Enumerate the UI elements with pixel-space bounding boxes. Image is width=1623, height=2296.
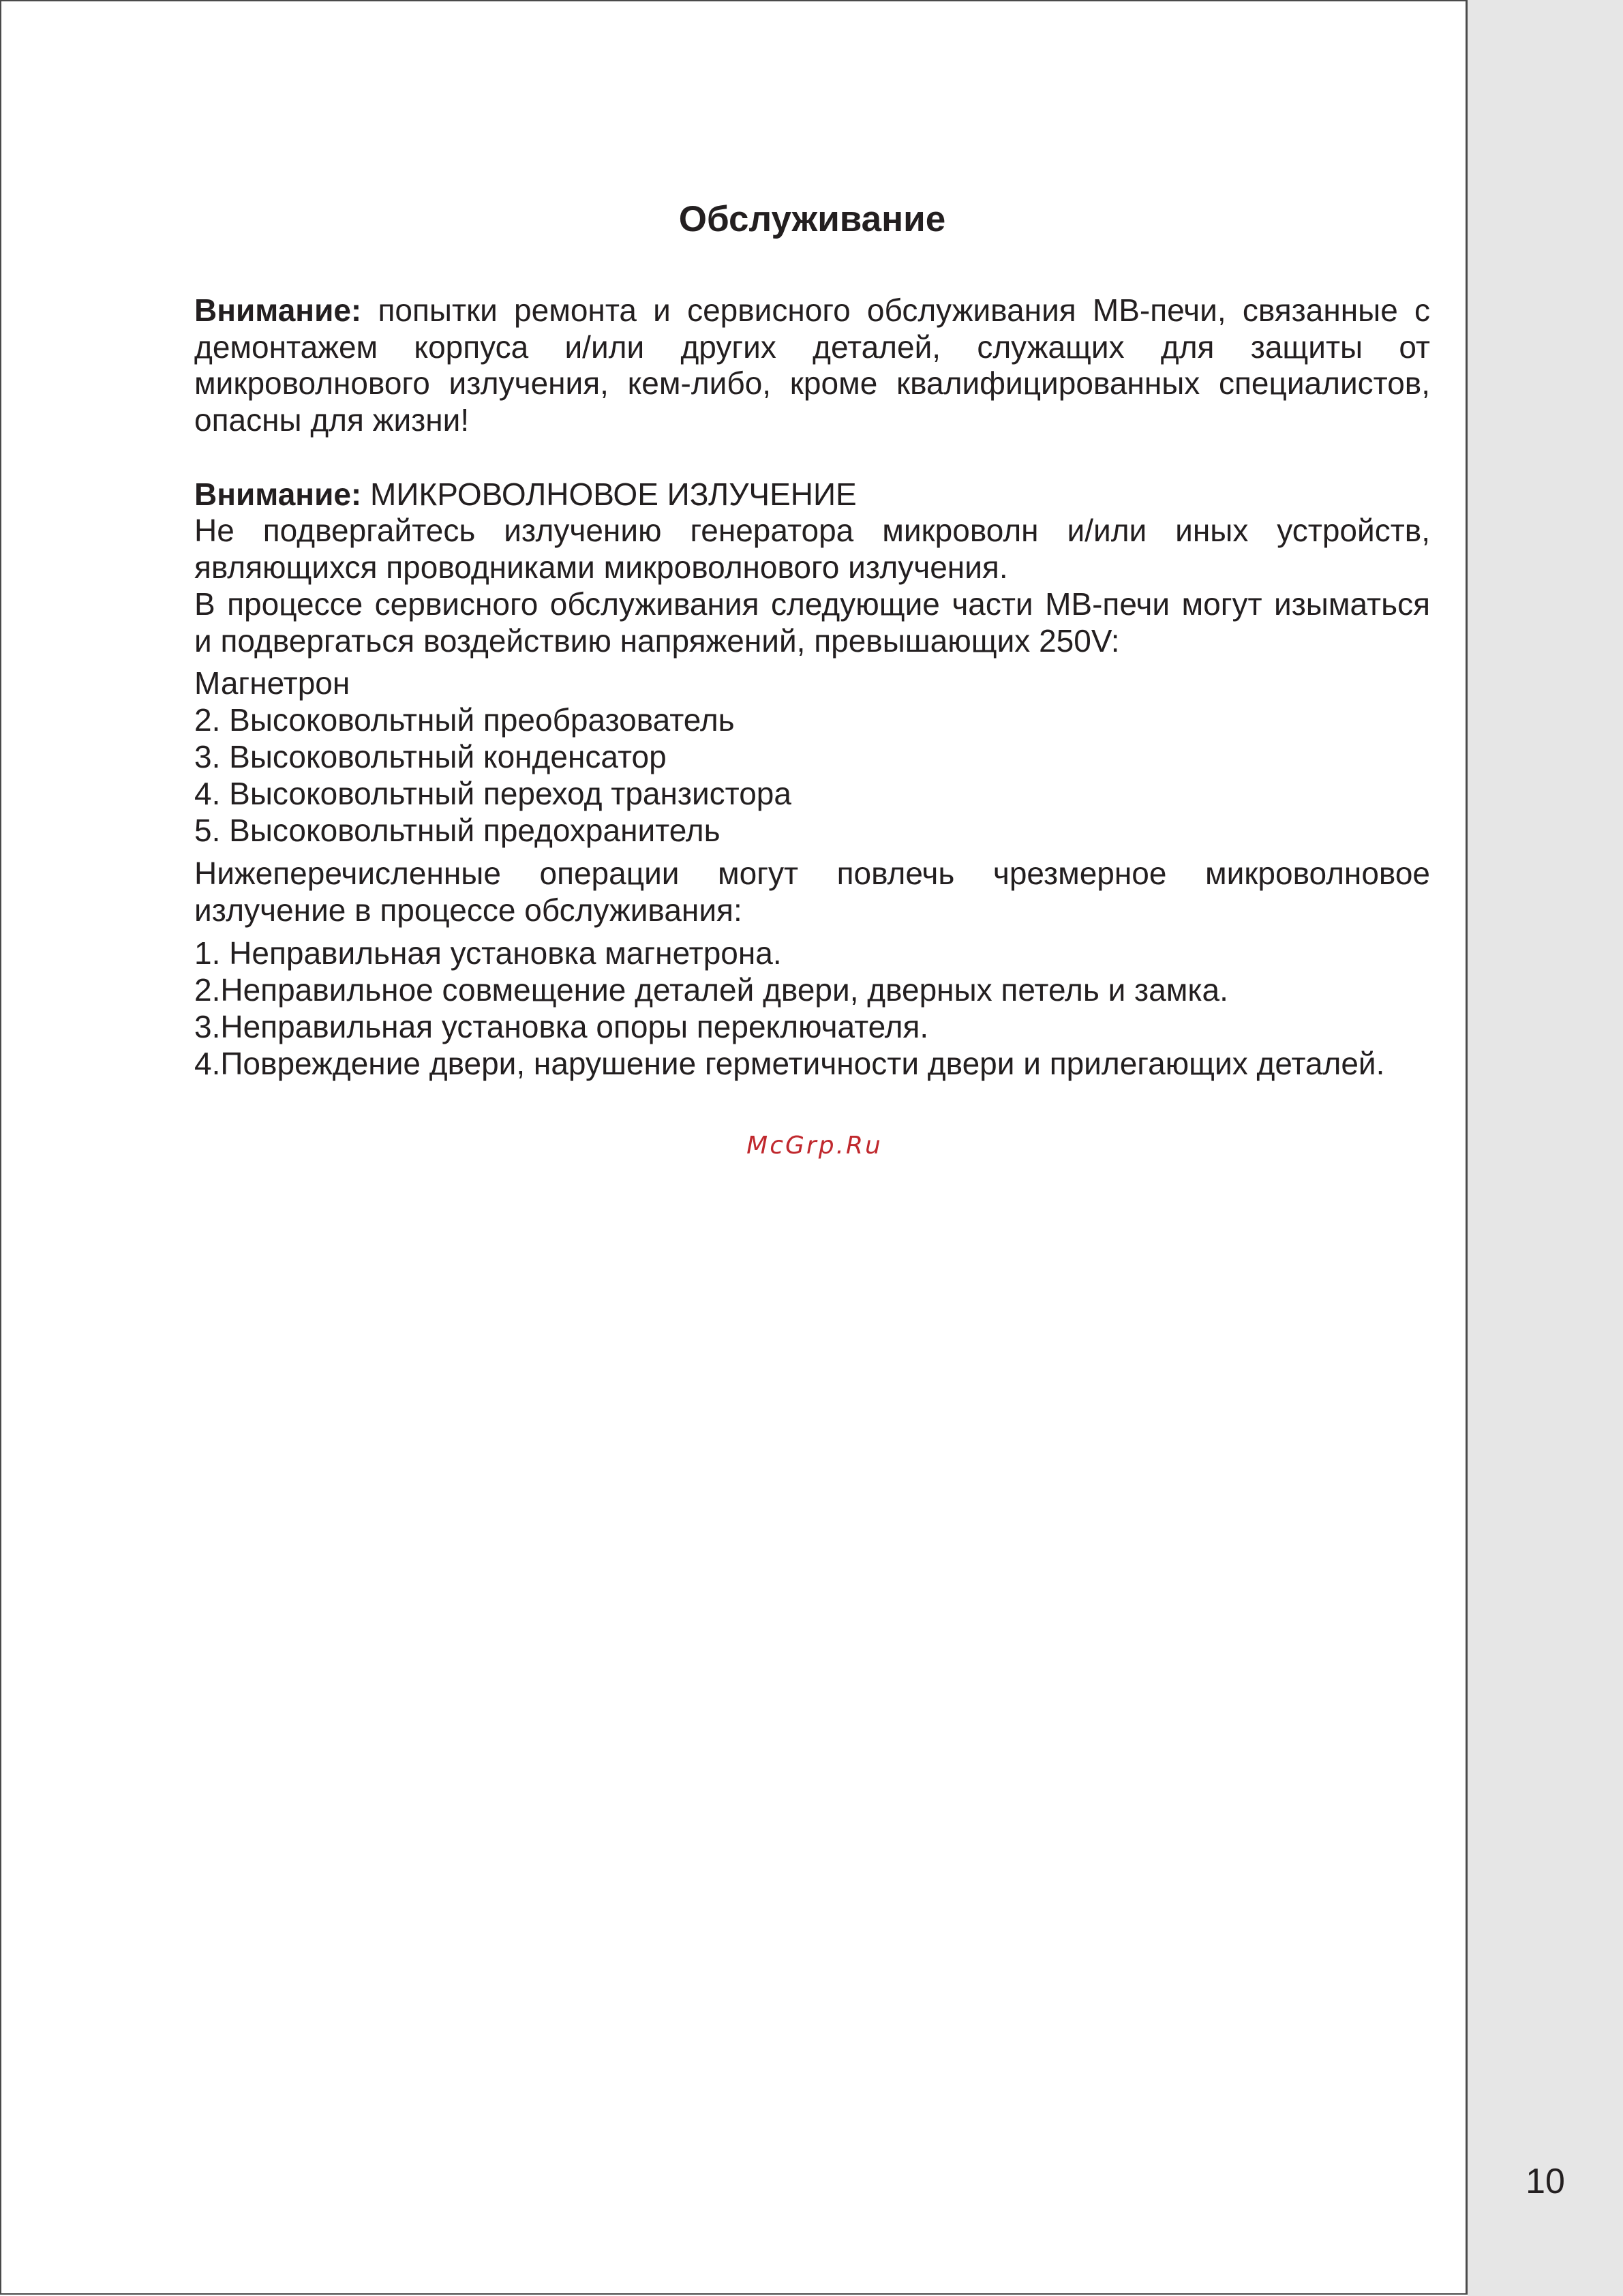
- list-item: 5. Высоковольтный предохранитель: [194, 813, 721, 848]
- page-title: Обслуживание: [678, 199, 946, 239]
- list-item: 4.Повреждение двери, нарушение герметичности двери и прилегающих деталей.: [194, 1046, 1385, 1081]
- list-item: 4. Высоковольтный переход транзистора: [194, 776, 791, 811]
- operations-intro: Нижеперечисленные операции могут повлечь чрезмерное микроволновое излучение в процессе обслуживания:: [194, 856, 1430, 928]
- list-item: 1. Неправильная установка магнетрона.: [194, 935, 782, 971]
- side-margin-strip: [1468, 0, 1623, 2296]
- warning-heading: МИКРОВОЛНОВОЕ ИЗЛУЧЕНИЕ: [370, 477, 857, 512]
- warning-heading-line: [194, 476, 1430, 513]
- list-item: Магнетрон: [194, 665, 350, 701]
- warning-paragraph-1: [194, 292, 1430, 438]
- list-item: 2. Высоковольтный преобразователь: [194, 702, 735, 738]
- page-number: 10: [1526, 2162, 1565, 2201]
- watermark-text: McGrp.Ru: [746, 1132, 883, 1160]
- watermark: [712, 1132, 917, 1160]
- list-item: 3. Высоковольтный конденсатор: [194, 739, 667, 774]
- radiation-paragraph: Не подвергайтесь излучению генератора микроволн и/или иных устройств, являющихся проводниками микроволнового излучения.: [194, 513, 1430, 585]
- list-item: 3.Неправильная установка опоры переключателя.: [194, 1009, 929, 1044]
- warning-label: Внимание:: [194, 292, 362, 328]
- list-item: 2.Неправильное совмещение деталей двери, дверных петель и замка.: [194, 972, 1228, 1008]
- warning-text: попытки ремонта и сервисного обслуживания МВ-печи, связанные с демонтажем корпуса и/или других деталей, служащих для защиты от микроволнового излучения, кем-либо, кроме квалифицированных специалистов, опасны для жизни!: [194, 292, 1430, 438]
- warning-label: Внимание:: [194, 477, 362, 512]
- service-parts-paragraph: В процессе сервисного обслуживания следующие части МВ-печи могут изыматься и подвергаться воздействию напряжений, превышающих 250V:: [194, 586, 1430, 659]
